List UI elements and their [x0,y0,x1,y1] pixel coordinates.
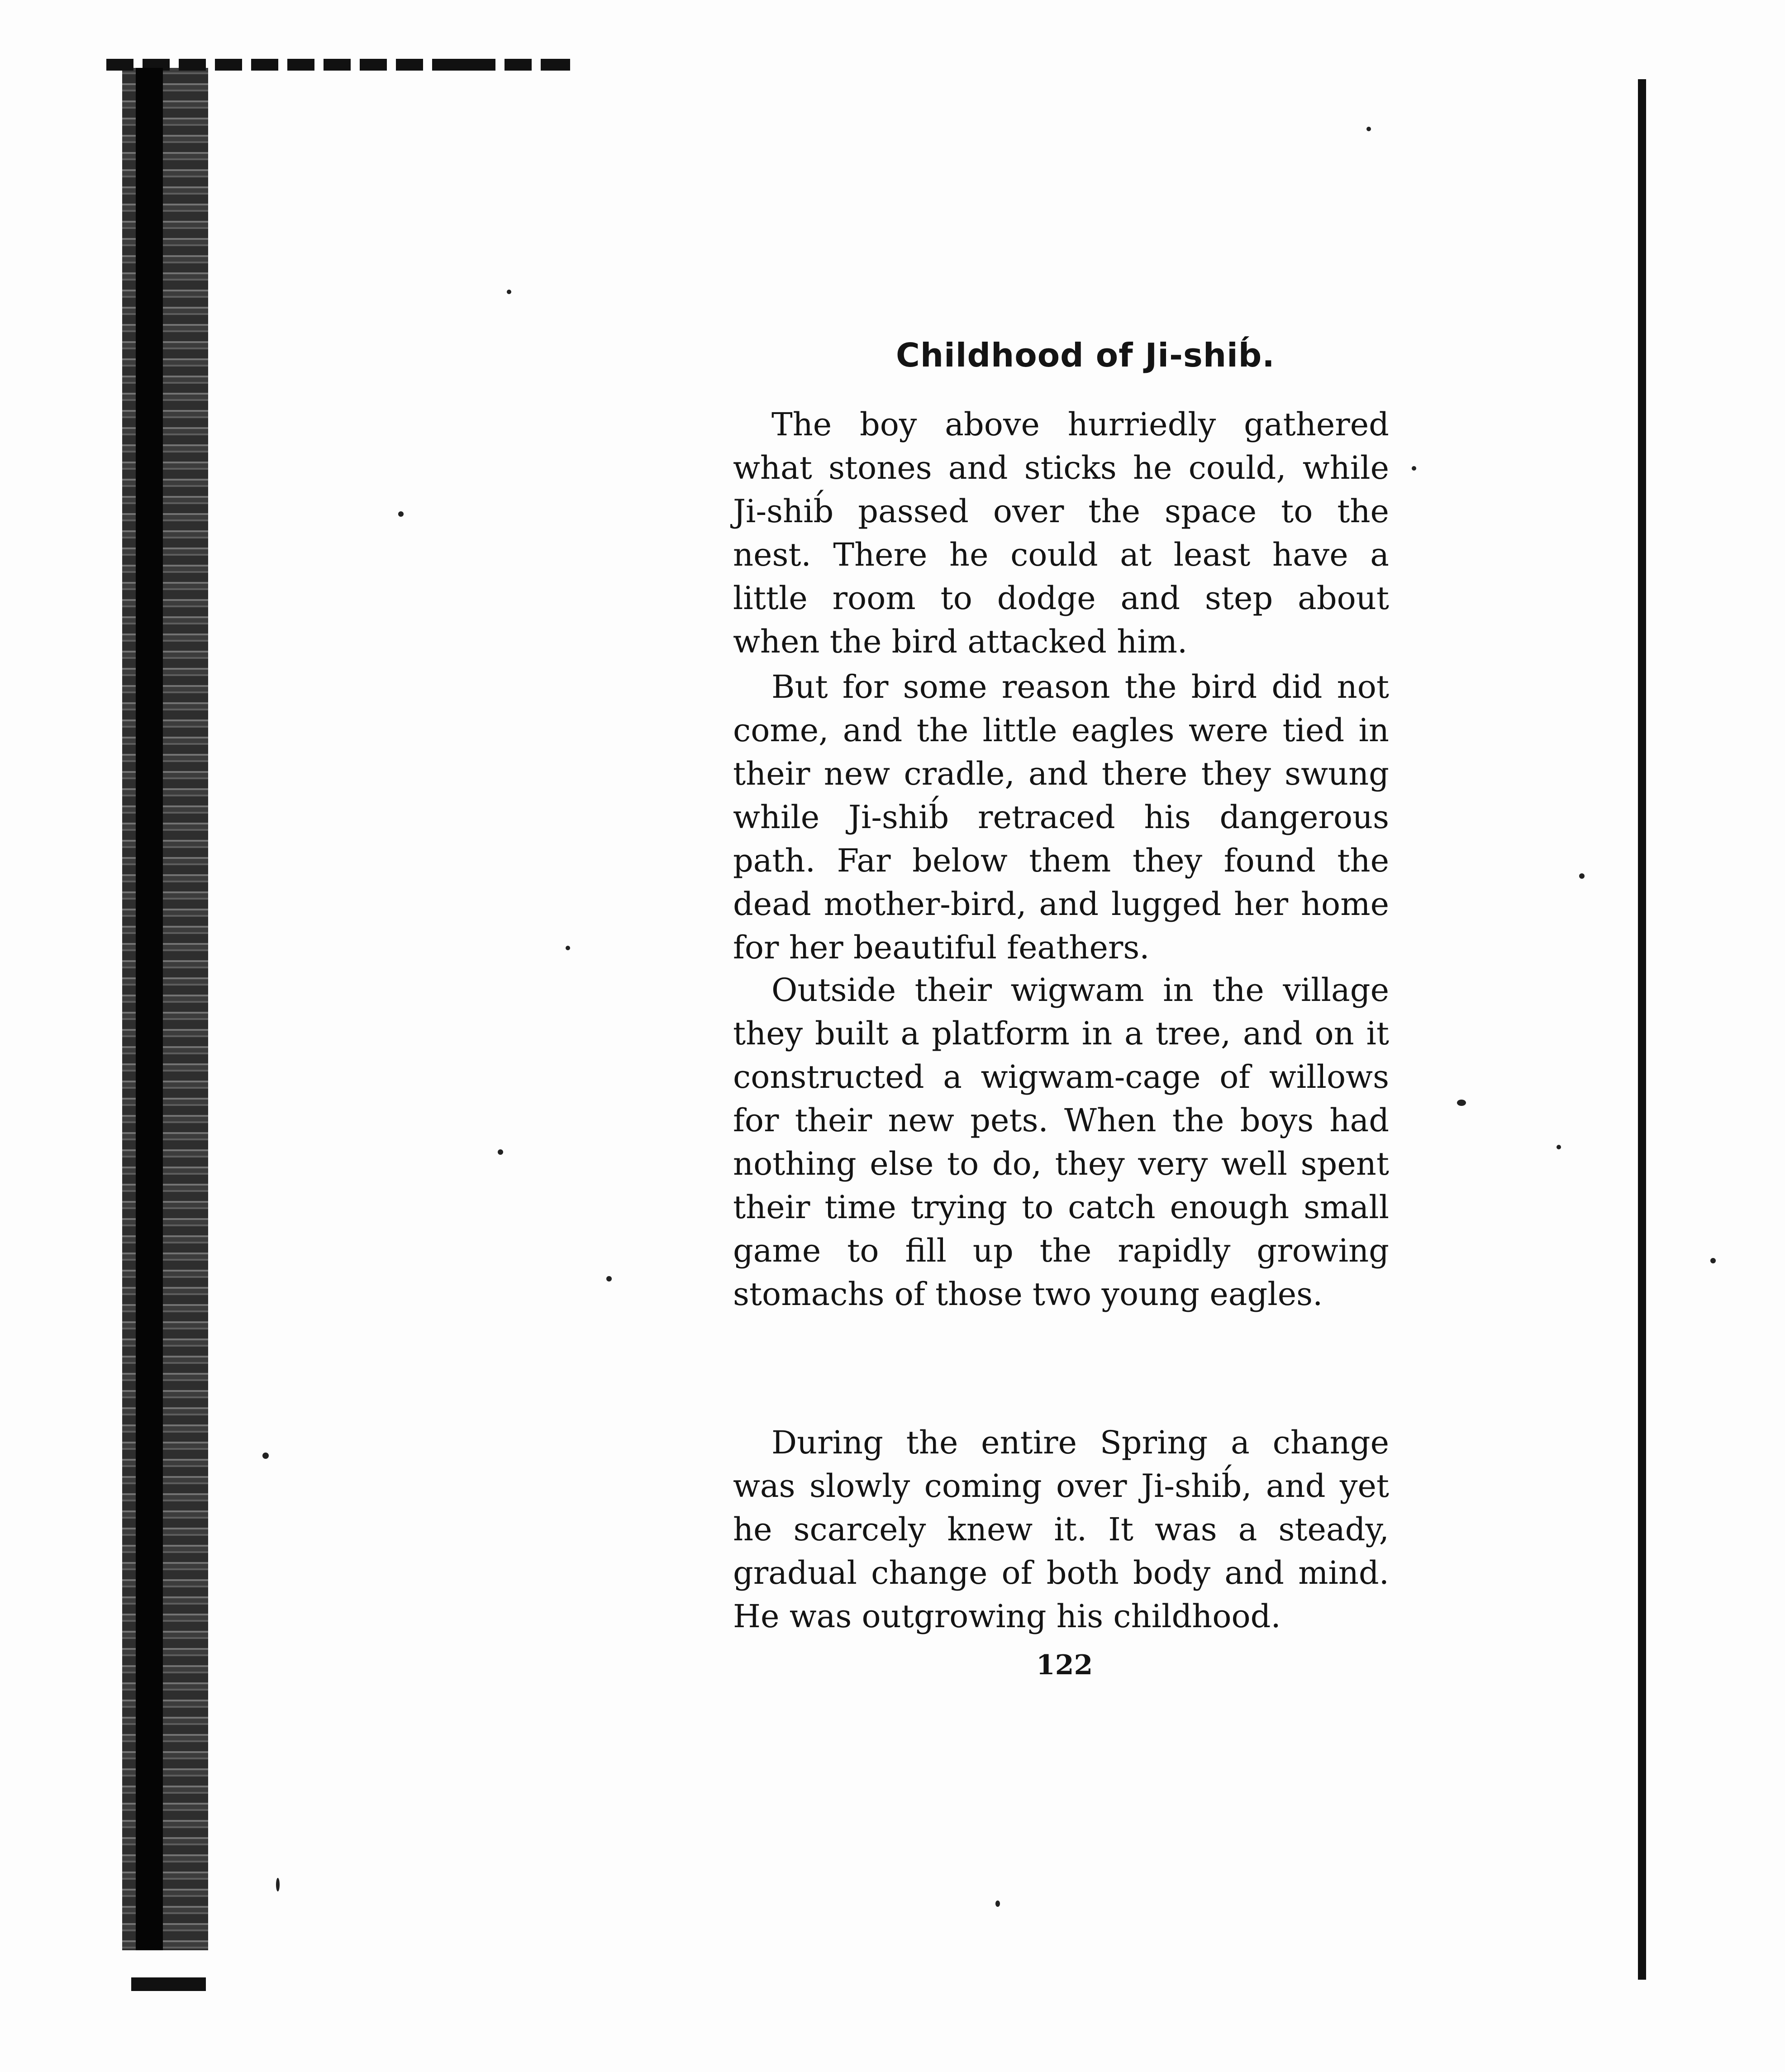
scan-binding-left-shadow [136,68,163,1950]
scan-speck [1579,873,1585,879]
scan-right-edge-line [1638,79,1646,1980]
scan-speck [566,946,570,950]
scan-speck [398,511,404,517]
scan-speck [262,1453,269,1459]
scan-speck [507,290,511,294]
running-head: Childhood of Ji-shib́. [896,336,1275,374]
scan-speck [1412,466,1416,471]
scan-binding-left-edge [122,68,208,1950]
scan-speck [606,1276,612,1281]
scan-speck [1557,1145,1561,1149]
page-number: 122 [1036,1649,1093,1681]
scan-binding-top-edge-fragment [452,59,570,71]
scan-speck [498,1149,503,1155]
paragraph: Outside their wigwam in the village they built a platform in a tree, and on it constructed a wigwam-cage of willows for their new pets. When the boys had nothing else to do, they very well spent their time trying to catch enough small game to fill up the rapidly growing stomachs of those two young eagles. [733,972,1389,1313]
paragraph: During the entire Spring a change was slowly coming over Ji-shib́, and yet he scarcely knew it. It was a steady, gradual change of both body and mind. He was outgrowing his childhood. [733,1424,1389,1635]
scan-speck [276,1878,280,1891]
scan-speck [1710,1258,1716,1263]
scan-speck [1366,127,1371,131]
paragraph: The boy above hurriedly gathered what stones and sticks he could, while Ji-shib́ passed over the space to the nest. There he could at least have a little room to dodge and step about when the bird attacked him. [733,406,1389,660]
paragraph: But for some reason the bird did not come, and the little eagles were tied in their new cradle, and there they swung while Ji-shib́ retraced his dangerous path. Far below them they found the dead mother-bird, and lugged her home for her beautiful feathers. [733,668,1389,966]
scan-binding-bottom-edge [131,1977,206,1991]
scan-speck [995,1901,1000,1907]
scan-speck [1457,1100,1466,1106]
